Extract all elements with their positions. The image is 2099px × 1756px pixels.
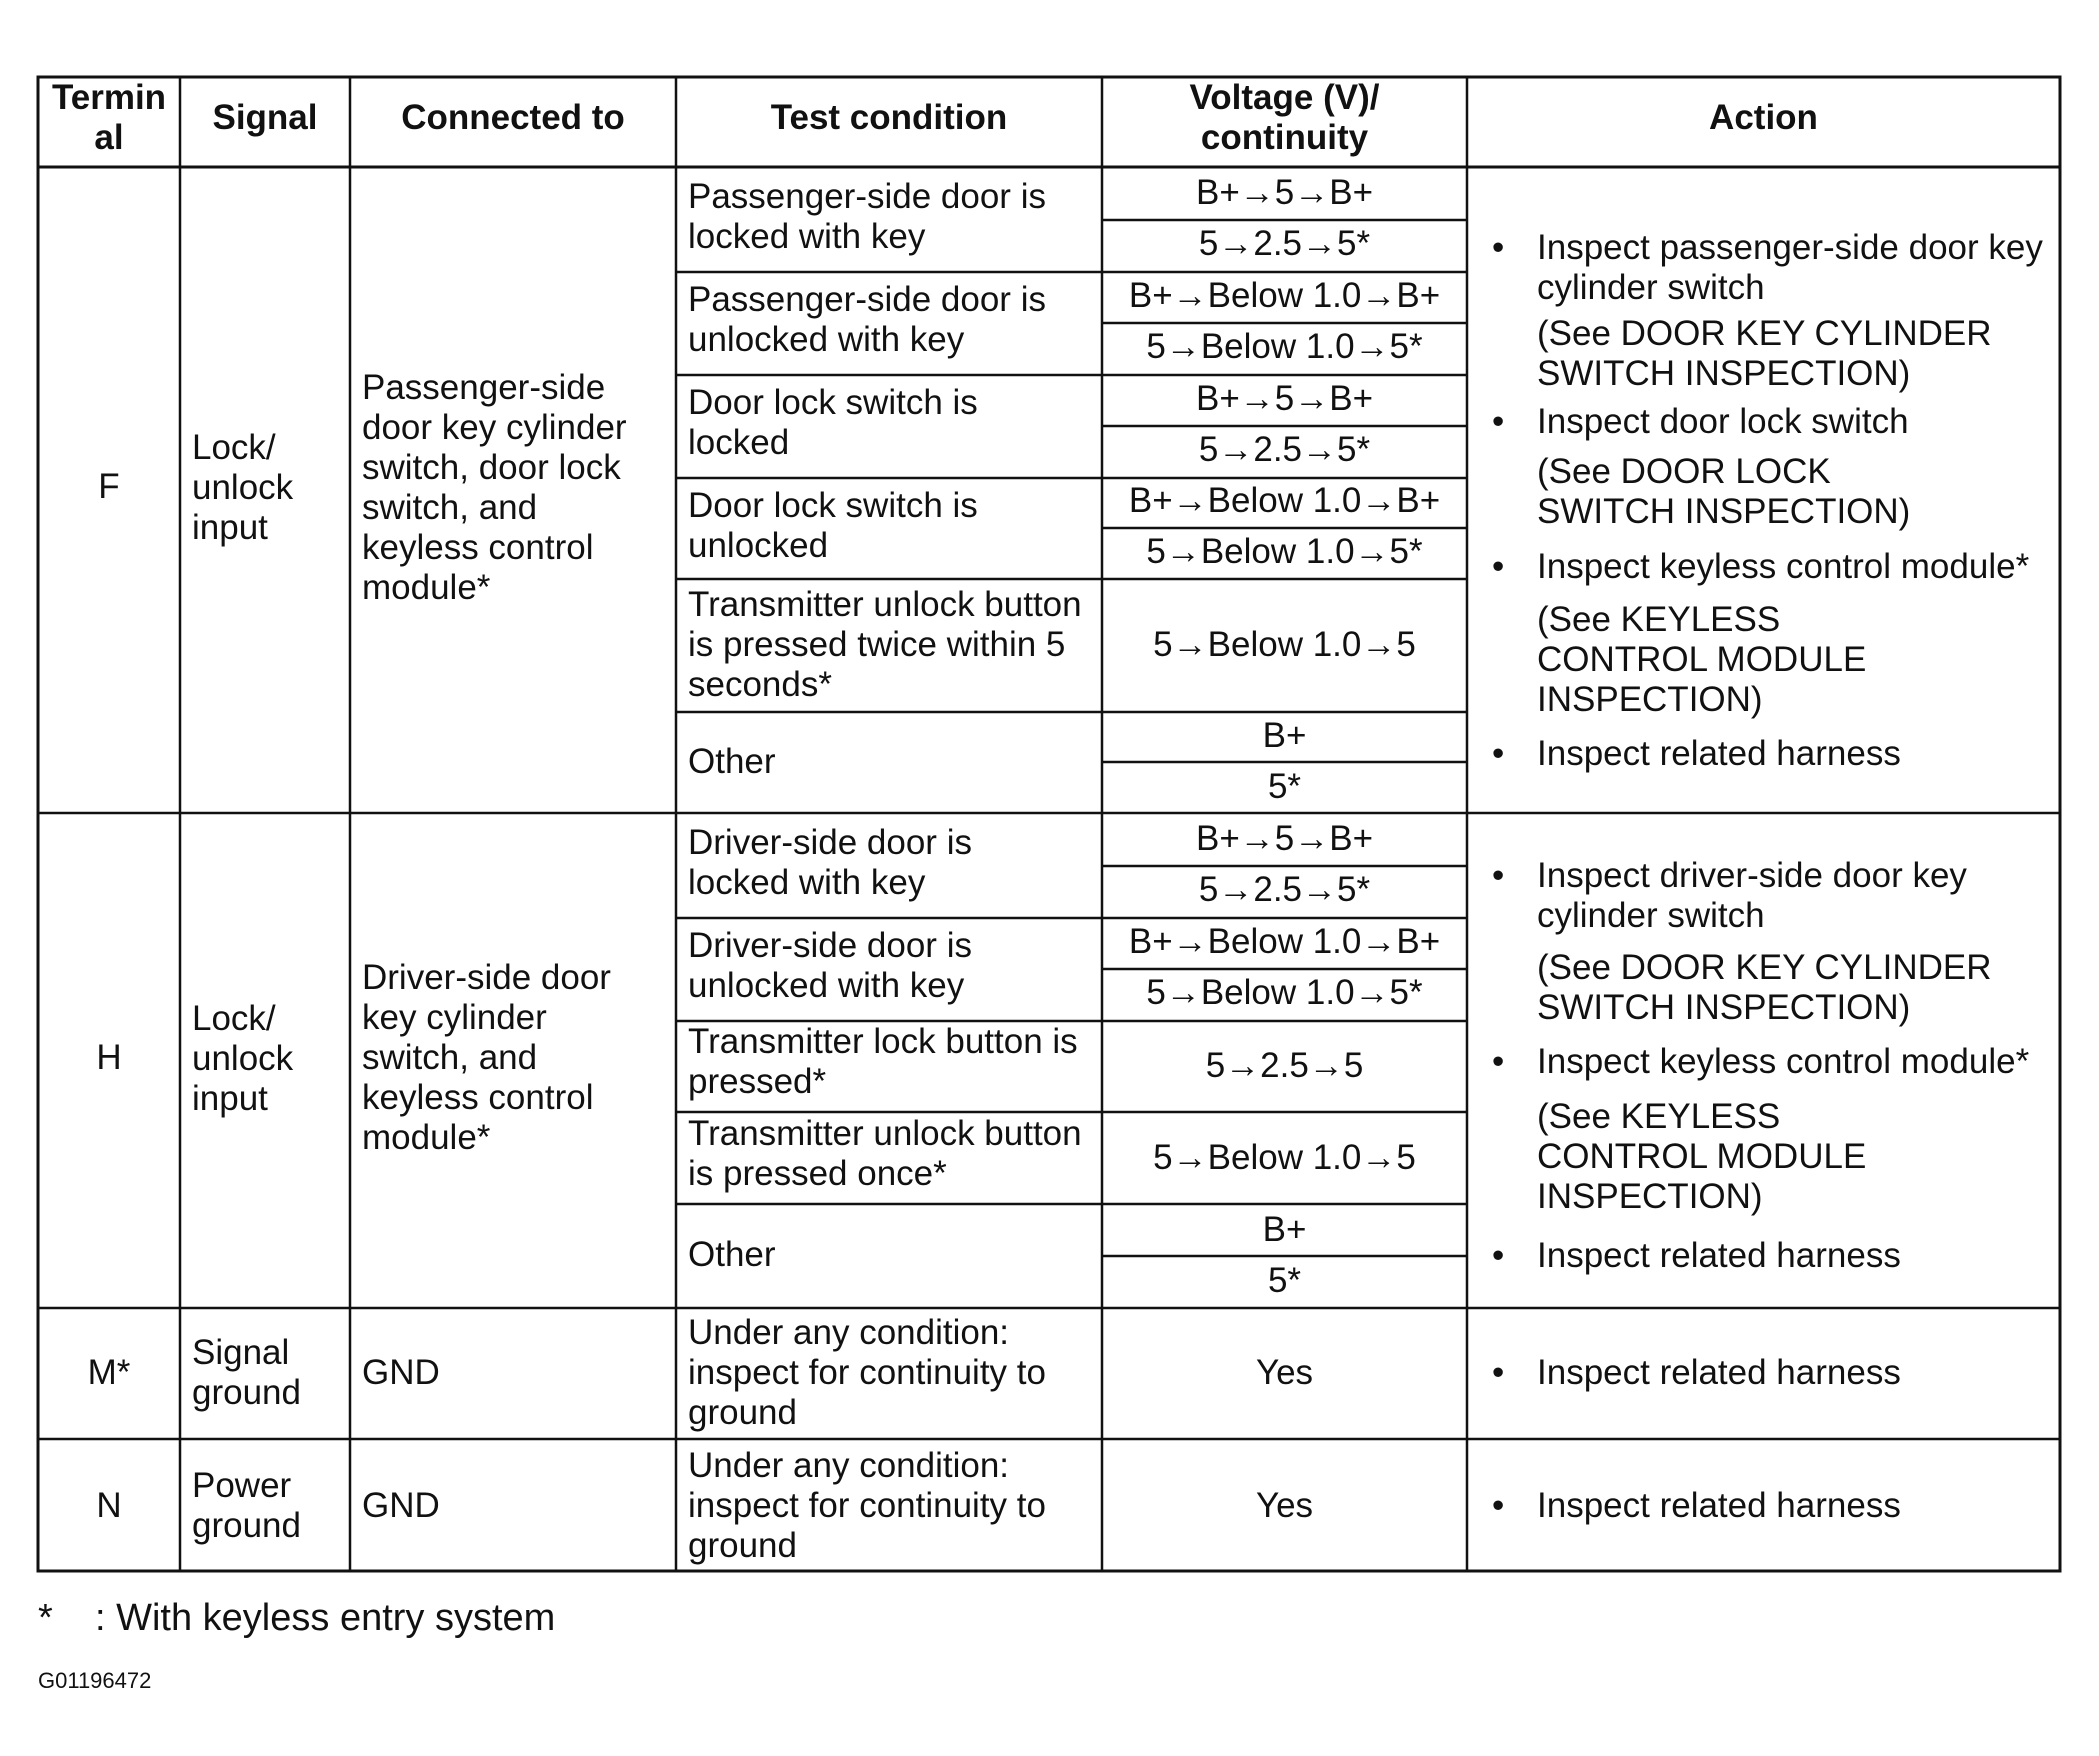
voltage-h-1a: B+→5→B+: [1195, 819, 1374, 858]
voltage-f-5: 5→Below 1.0→5: [1153, 625, 1416, 664]
bullet-icon: •: [1492, 1042, 1505, 1081]
voltage-f-1a: B+→5→B+: [1195, 173, 1374, 212]
action-h-2-ref: (See KEYLESS CONTROL MODULE INSPECTION): [1537, 1097, 1867, 1216]
condition-h-4: Transmitter unlock button is pressed once*: [688, 1114, 1082, 1193]
condition-f-3: Door lock switch is locked: [688, 383, 978, 462]
connected-to-f: Passenger-side door key cylinder switch, door lock switch, and keyless control module*: [362, 368, 627, 607]
condition-h-1: Driver-side door is locked with key: [688, 823, 972, 902]
voltage-f-6b: 5*: [1267, 767, 1302, 806]
voltage-f-3a: B+→5→B+: [1195, 379, 1374, 418]
action-f-4: Inspect related harness: [1537, 734, 1901, 773]
condition-h-3: Transmitter lock button is pressed*: [688, 1022, 1078, 1101]
voltage-f-6a: B+: [1262, 716, 1307, 755]
voltage-h-2b: 5→Below 1.0→5*: [1146, 973, 1423, 1012]
action-m: Inspect related harness: [1537, 1353, 1901, 1392]
action-f-2: Inspect door lock switch: [1537, 402, 1909, 441]
bullet-icon: •: [1492, 547, 1505, 586]
voltage-f-3b: 5→2.5→5*: [1198, 430, 1371, 469]
voltage-h-2a: B+→Below 1.0→B+: [1128, 922, 1441, 961]
continuity-n: Yes: [1255, 1486, 1314, 1525]
header-action: Action: [1709, 98, 1818, 137]
bullet-icon: •: [1492, 1353, 1505, 1392]
header-signal: Signal: [212, 98, 318, 137]
voltage-f-4b: 5→Below 1.0→5*: [1146, 532, 1423, 571]
footnote-symbol: *: [38, 1597, 53, 1639]
voltage-h-5b: 5*: [1267, 1261, 1302, 1300]
action-f-1-ref: (See DOOR KEY CYLINDER SWITCH INSPECTION): [1537, 314, 1992, 393]
condition-f-6: Other: [688, 742, 776, 781]
condition-f-1: Passenger-side door is locked with key: [688, 177, 1046, 256]
action-h-1-ref: (See DOOR KEY CYLINDER SWITCH INSPECTION): [1537, 948, 1992, 1027]
voltage-f-2b: 5→Below 1.0→5*: [1146, 327, 1423, 366]
condition-h-5: Other: [688, 1235, 776, 1274]
signal-f: Lock/ unlock input: [192, 428, 294, 547]
figure-code: G01196472: [38, 1668, 152, 1693]
terminal-f: F: [98, 467, 120, 506]
bullet-icon: •: [1492, 734, 1505, 773]
bullet-icon: •: [1492, 1236, 1505, 1275]
voltage-h-3: 5→2.5→5: [1205, 1046, 1364, 1085]
signal-n: Power ground: [192, 1466, 301, 1545]
action-f-3-ref: (See KEYLESS CONTROL MODULE INSPECTION): [1537, 600, 1867, 719]
bullet-icon: •: [1492, 856, 1505, 895]
action-n: Inspect related harness: [1537, 1486, 1901, 1525]
footnote-text: : With keyless entry system: [95, 1597, 556, 1639]
action-h-3: Inspect related harness: [1537, 1236, 1901, 1275]
action-h-2: Inspect keyless control module*: [1537, 1042, 2030, 1081]
voltage-f-1b: 5→2.5→5*: [1198, 224, 1371, 263]
condition-n: Under any condition: inspect for continuity to ground: [688, 1446, 1046, 1565]
continuity-m: Yes: [1255, 1353, 1314, 1392]
action-h-1: Inspect driver-side door key cylinder switch: [1537, 856, 1967, 935]
voltage-h-1b: 5→2.5→5*: [1198, 870, 1371, 909]
header-terminal: Termin al: [51, 78, 167, 157]
action-f-1: Inspect passenger-side door key cylinder switch: [1537, 228, 2043, 307]
header-connected-to: Connected to: [401, 98, 625, 137]
bullet-icon: •: [1492, 402, 1505, 441]
terminal-m: M*: [87, 1353, 131, 1392]
signal-m: Signal ground: [192, 1333, 301, 1412]
condition-m: Under any condition: inspect for continuity to ground: [688, 1313, 1046, 1432]
voltage-h-4: 5→Below 1.0→5: [1153, 1138, 1416, 1177]
signal-h: Lock/ unlock input: [192, 999, 294, 1118]
header-voltage-continuity: Voltage (V)/ continuity: [1189, 78, 1380, 157]
terminal-h: H: [96, 1038, 122, 1077]
connected-to-m: GND: [362, 1353, 440, 1392]
voltage-h-5a: B+: [1262, 1210, 1307, 1249]
condition-h-2: Driver-side door is unlocked with key: [688, 926, 972, 1005]
condition-f-2: Passenger-side door is unlocked with key: [688, 280, 1046, 359]
connected-to-h: Driver-side door key cylinder switch, and keyless control module*: [362, 958, 611, 1157]
bullet-icon: •: [1492, 1486, 1505, 1525]
condition-f-4: Door lock switch is unlocked: [688, 486, 978, 565]
action-f-3: Inspect keyless control module*: [1537, 547, 2030, 586]
voltage-f-2a: B+→Below 1.0→B+: [1128, 276, 1441, 315]
voltage-f-4a: B+→Below 1.0→B+: [1128, 481, 1441, 520]
connected-to-n: GND: [362, 1486, 440, 1525]
action-f-2-ref: (See DOOR LOCK SWITCH INSPECTION): [1537, 452, 1911, 531]
header-test-condition: Test condition: [770, 98, 1008, 137]
condition-f-5: Transmitter unlock button is pressed twice within 5 seconds*: [688, 585, 1082, 704]
bullet-icon: •: [1492, 228, 1505, 267]
terminal-n: N: [96, 1486, 122, 1525]
